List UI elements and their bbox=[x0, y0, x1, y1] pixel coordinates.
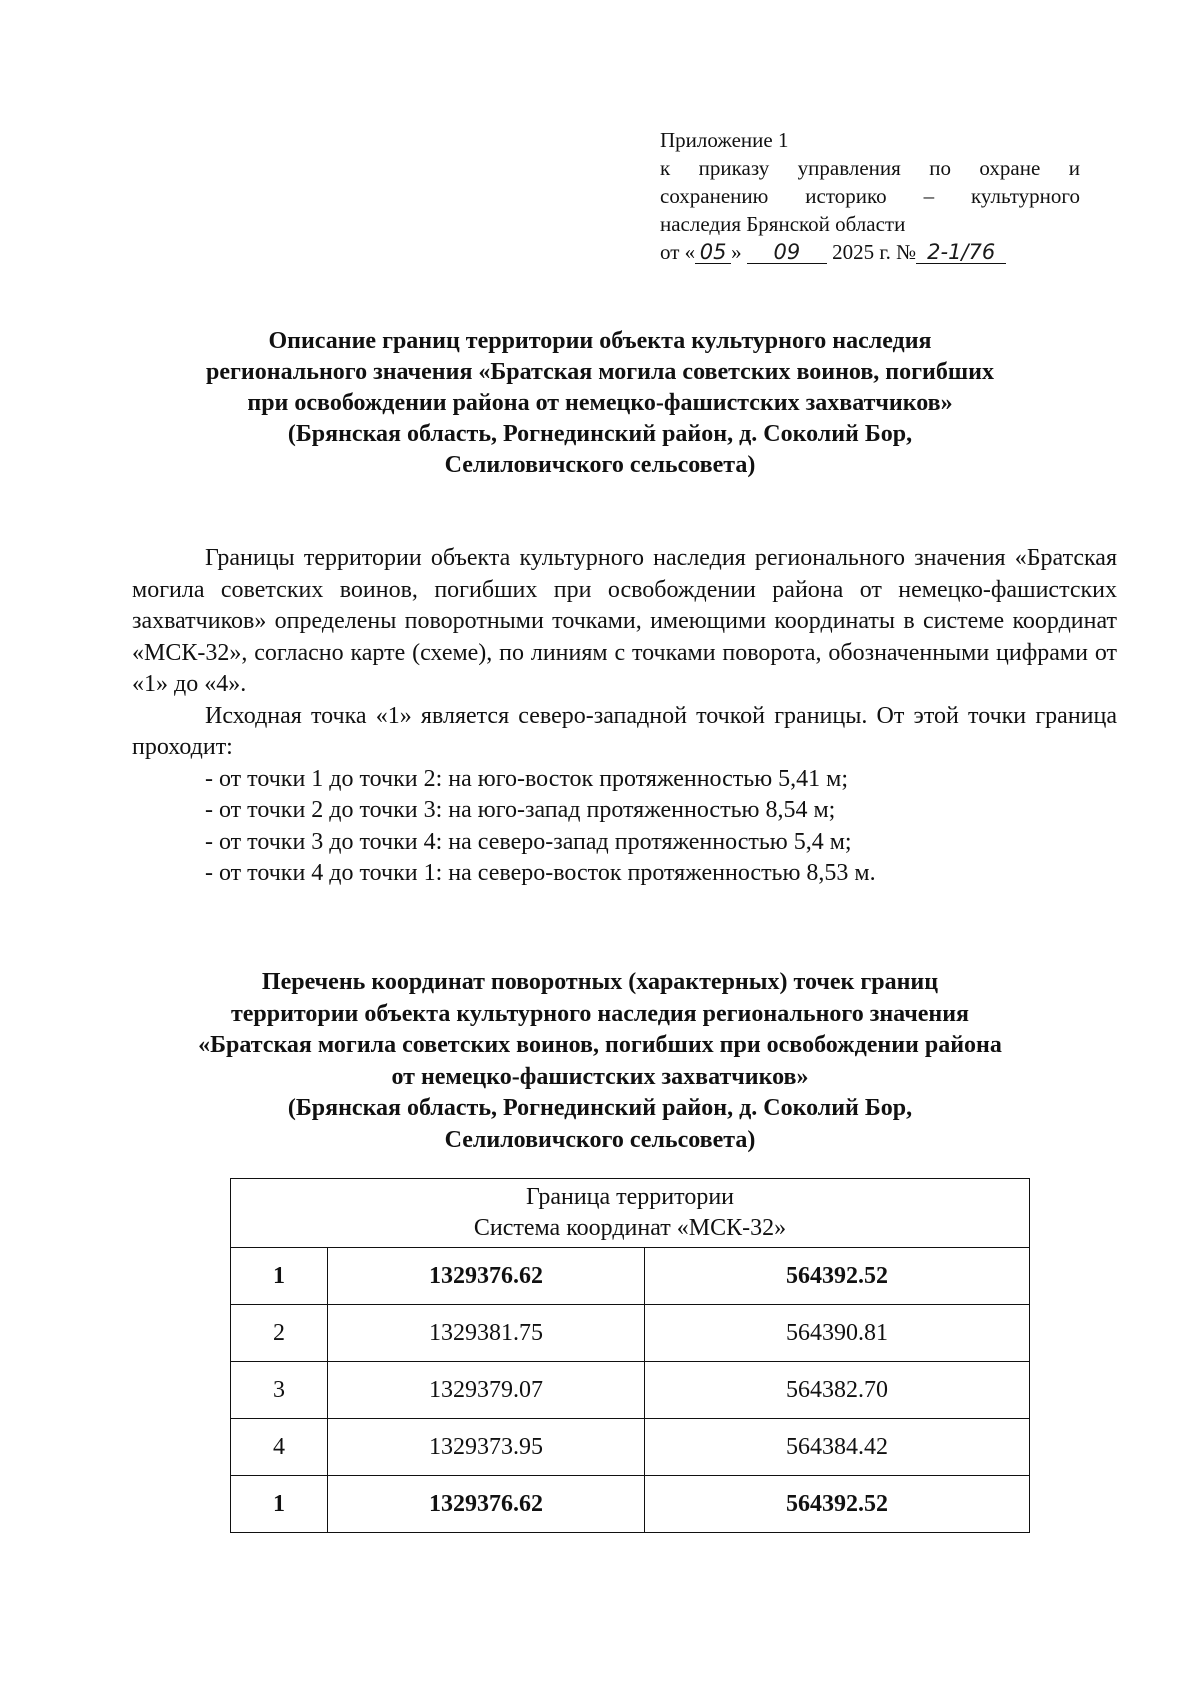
point-number: 2 bbox=[231, 1305, 328, 1362]
boundary-item-1: - от точки 1 до точки 2: на юго-восток протяженностью 5,41 м; bbox=[205, 765, 849, 792]
table-title-line-5: (Брянская область, Рогнединский район, д. Соколий Бор, bbox=[287, 1095, 913, 1121]
coord-y: 564392.52 bbox=[645, 1476, 1030, 1533]
boundary-item-2: - от точки 2 до точки 3: на юго-запад протяженностью 8,54 м; bbox=[205, 797, 836, 823]
appendix-order-line: к приказу управления по охране и bbox=[660, 156, 1080, 180]
title-line-4: (Брянская область, Рогнединский район, д. Соколий Бор, bbox=[287, 421, 913, 447]
coord-y: 564390.81 bbox=[645, 1305, 1030, 1362]
coord-x: 1329373.95 bbox=[328, 1419, 645, 1476]
body-paragraph-2: Исходная точка «1» является северо-западной точкой границы. От этой точки граница проходит: bbox=[132, 702, 1117, 760]
title-line-2: регионального значения «Братская могила советских воинов, погибших bbox=[206, 359, 994, 385]
table-row bbox=[231, 1419, 1030, 1476]
date-day: 05 bbox=[695, 241, 731, 264]
appendix-date-line bbox=[660, 238, 1080, 266]
coord-y: 564382.70 bbox=[645, 1362, 1030, 1419]
title-line-5: Селиловичского сельсовета) bbox=[444, 452, 756, 478]
boundary-item-3: - от точки 3 до точки 4: на северо-запад протяженностью 5,4 м; bbox=[205, 828, 852, 855]
table-row bbox=[231, 1305, 1030, 1362]
table-header-line-1: Граница территории bbox=[525, 1184, 735, 1210]
table-header-row bbox=[231, 1179, 1030, 1248]
coordinates-table bbox=[230, 1178, 1030, 1533]
point-number: 1 bbox=[231, 1248, 328, 1305]
table-title-line-2: территории объекта культурного наследия регионального значения bbox=[230, 1000, 970, 1027]
coord-x: 1329376.62 bbox=[328, 1476, 645, 1533]
table-title-line-6: Селиловичского сельсовета) bbox=[444, 1126, 756, 1153]
coord-x: 1329379.07 bbox=[328, 1362, 645, 1419]
table-header-cell bbox=[231, 1179, 1030, 1248]
title-line-1: Описание границ территории объекта культурного наследия bbox=[268, 328, 932, 354]
date-quote-close: » bbox=[731, 240, 742, 264]
point-number: 4 bbox=[231, 1419, 328, 1476]
coord-y: 564384.42 bbox=[645, 1419, 1030, 1476]
boundary-item-4: - от точки 4 до точки 1: на северо-восток протяженностью 8,53 м. bbox=[205, 860, 876, 886]
appendix-department-line: сохранению историко – культурного bbox=[660, 184, 1080, 208]
table-title-line-4: от немецко-фашистских захватчиков» bbox=[391, 1063, 809, 1090]
table-title bbox=[130, 967, 1070, 1156]
table-row bbox=[231, 1248, 1030, 1305]
title-line-3: при освобождении района от немецко-фашистских захватчиков» bbox=[247, 390, 953, 416]
appendix-region-line: наследия Брянской области bbox=[660, 212, 906, 236]
document-title bbox=[130, 326, 1070, 481]
table-title-line-3: «Братская могила советских воинов, погибших при освобождении района bbox=[198, 1032, 1002, 1058]
coord-x: 1329381.75 bbox=[328, 1305, 645, 1362]
date-year: 2025 г. № bbox=[832, 240, 917, 264]
table-header-line-2: Система координат «МСК-32» bbox=[473, 1215, 787, 1241]
body-paragraph-1: Границы территории объекта культурного наследия регионального значения «Братская могила советских воинов, погибших при освобождении района от немецко-фашистских захватчиков» определены поворотными точками, имеющими координаты в системе координат «МСК-32», согласно карте (схеме), по линиям с точками поворота, обозначенными цифрами от «1» до «4». bbox=[132, 545, 1117, 697]
table-row bbox=[231, 1362, 1030, 1419]
order-number: 2-1/76 bbox=[916, 241, 1006, 264]
appendix-title: Приложение 1 bbox=[660, 128, 789, 152]
coord-x: 1329376.62 bbox=[328, 1248, 645, 1305]
document-body bbox=[132, 543, 1117, 890]
table-title-line-1: Перечень координат поворотных (характерных) точек границ bbox=[261, 969, 939, 995]
date-month: 09 bbox=[747, 241, 827, 264]
coord-y: 564392.52 bbox=[645, 1248, 1030, 1305]
point-number: 3 bbox=[231, 1362, 328, 1419]
appendix-block bbox=[660, 126, 1080, 266]
table-row bbox=[231, 1476, 1030, 1533]
point-number: 1 bbox=[231, 1476, 328, 1533]
date-prefix: от « bbox=[660, 240, 696, 264]
